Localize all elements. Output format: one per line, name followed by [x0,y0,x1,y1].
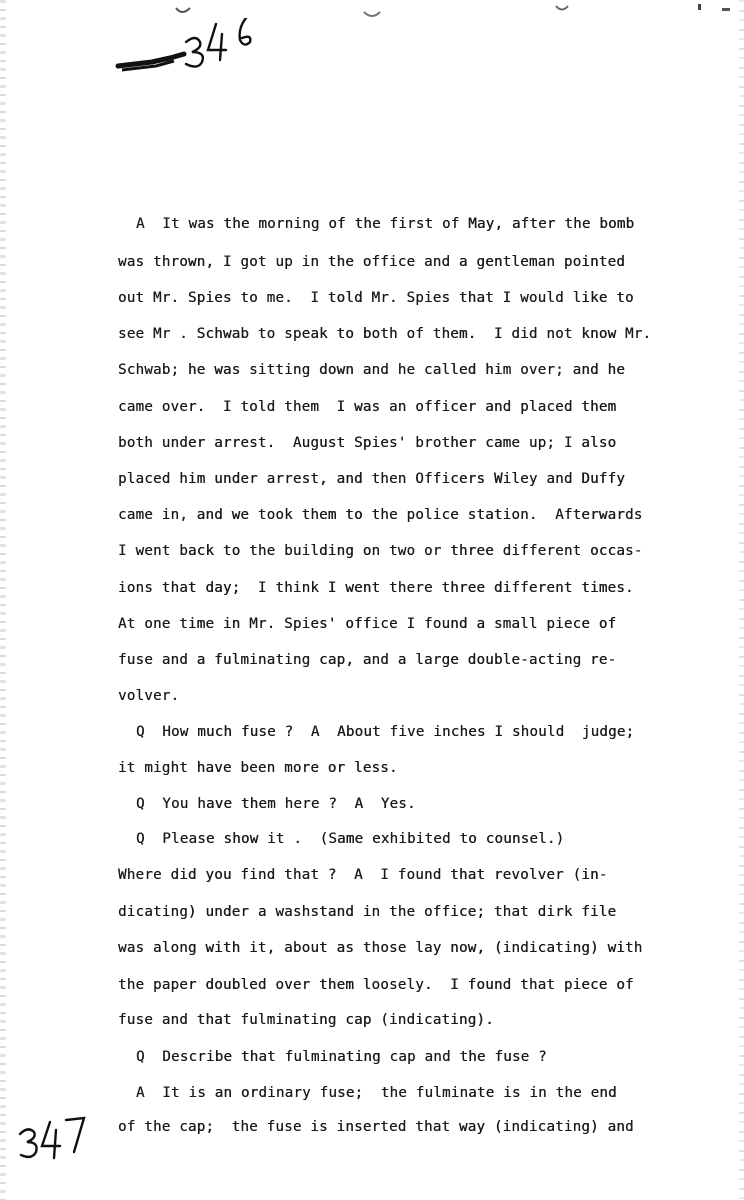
scan-edge-right [739,0,744,1200]
text-line: the paper doubled over them loosely. I found that piece of [118,977,634,993]
text-line: was along with it, about as those lay now, (indicating) with [118,940,643,956]
text-line: Q Please show it . (Same exhibited to counsel.) [136,831,565,847]
text-line: A It was the morning of the first of May, after the bomb [136,216,635,232]
text-line: dicating) under a washstand in the office; that dirk file [118,904,617,920]
struck-page-number-figure [112,18,282,78]
page-number-figure [14,1112,94,1162]
scan-edge-left [0,0,6,1200]
text-line: Q You have them here ? A Yes. [136,796,416,812]
text-line: placed him under arrest, and then Officers Wiley and Duffy [118,471,626,487]
handwritten-page-number-bottom [14,1112,94,1162]
text-line: fuse and that fulminating cap (indicating). [118,1012,494,1028]
text-line: both under arrest. August Spies' brother came up; I also [118,435,617,451]
text-line: it might have been more or less. [118,760,398,776]
text-line: Q How much fuse ? A About five inches I should judge; [136,724,635,740]
text-line: fuse and a fulminating cap, and a large double-acting re- [118,652,617,668]
text-line: of the cap; the fuse is inserted that way (indicating) and [118,1119,634,1135]
text-line: out Mr. Spies to me. I told Mr. Spies that I would like to [118,290,634,306]
text-line: Schwab; he was sitting down and he called him over; and he [118,362,626,378]
text-line: was thrown, I got up in the office and a gentleman pointed [118,254,626,270]
text-line: see Mr . Schwab to speak to both of them. I did not know Mr. [118,326,652,342]
text-line: I went back to the building on two or three different occas- [118,543,643,559]
text-line: ions that day; I think I went there three different times. [118,580,634,596]
text-line: came in, and we took them to the police station. Afterwards [118,507,643,523]
text-line: Where did you find that ? A I found that revolver (in- [118,867,608,883]
text-line: A It is an ordinary fuse; the fulminate is in the end [136,1085,617,1101]
text-line: volver. [118,688,180,704]
text-line: came over. I told them I was an officer and placed them [118,399,617,415]
handwritten-page-number-top [112,18,282,78]
text-line: At one time in Mr. Spies' office I found a small piece of [118,616,617,632]
text-line: Q Describe that fulminating cap and the fuse ? [136,1049,547,1065]
